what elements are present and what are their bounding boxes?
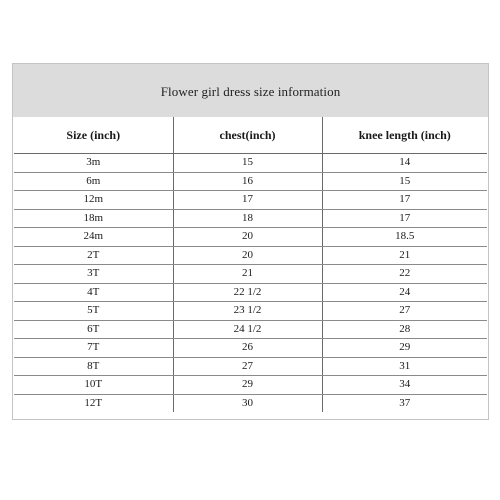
size-cell: 2T <box>14 246 173 265</box>
table-row <box>14 302 487 321</box>
chest-cell: 29 <box>173 376 322 395</box>
size-cell: 6T <box>14 320 173 339</box>
knee-length-cell: 17 <box>322 191 487 210</box>
knee-length-cell: 14 <box>322 154 487 173</box>
header-knee-length: knee length (inch) <box>322 117 487 154</box>
table-row <box>14 154 487 173</box>
table-row <box>14 283 487 302</box>
table-row <box>14 376 487 395</box>
chest-cell: 23 1/2 <box>173 302 322 321</box>
header-chest: chest(inch) <box>173 117 322 154</box>
size-cell: 3T <box>14 265 173 284</box>
chest-cell: 22 1/2 <box>173 283 322 302</box>
size-cell: 8T <box>14 357 173 376</box>
chest-cell: 18 <box>173 209 322 228</box>
table-row <box>14 320 487 339</box>
size-cell: 24m <box>14 228 173 247</box>
size-cell: 12m <box>14 191 173 210</box>
knee-length-cell: 18.5 <box>322 228 487 247</box>
size-cell: 6m <box>14 172 173 191</box>
knee-length-cell: 17 <box>322 209 487 228</box>
table-row <box>14 246 487 265</box>
chest-cell: 17 <box>173 191 322 210</box>
table-row <box>14 339 487 358</box>
knee-length-cell: 15 <box>322 172 487 191</box>
chest-cell: 26 <box>173 339 322 358</box>
table-body <box>14 154 487 413</box>
table-row <box>14 357 487 376</box>
table-row <box>14 265 487 284</box>
knee-length-cell: 27 <box>322 302 487 321</box>
chart-title: Flower girl dress size information <box>160 83 341 99</box>
knee-length-cell: 29 <box>322 339 487 358</box>
header-size: Size (inch) <box>14 117 173 154</box>
chest-cell: 27 <box>173 357 322 376</box>
size-table <box>14 117 487 412</box>
size-cell: 5T <box>14 302 173 321</box>
table-row <box>14 191 487 210</box>
chest-cell: 30 <box>173 394 322 412</box>
size-cell: 10T <box>14 376 173 395</box>
knee-length-cell: 28 <box>322 320 487 339</box>
table-row <box>14 209 487 228</box>
chest-cell: 24 1/2 <box>173 320 322 339</box>
size-cell: 18m <box>14 209 173 228</box>
chest-cell: 21 <box>173 265 322 284</box>
knee-length-cell: 24 <box>322 283 487 302</box>
chest-cell: 15 <box>173 154 322 173</box>
knee-length-cell: 22 <box>322 265 487 284</box>
title-band <box>13 64 488 117</box>
table-row <box>14 172 487 191</box>
chest-cell: 20 <box>173 246 322 265</box>
size-cell: 7T <box>14 339 173 358</box>
size-cell: 3m <box>14 154 173 173</box>
chest-cell: 16 <box>173 172 322 191</box>
knee-length-cell: 37 <box>322 394 487 412</box>
size-cell: 4T <box>14 283 173 302</box>
size-chart-card <box>12 63 489 420</box>
chest-cell: 20 <box>173 228 322 247</box>
table-row <box>14 394 487 412</box>
table-row <box>14 228 487 247</box>
knee-length-cell: 31 <box>322 357 487 376</box>
knee-length-cell: 21 <box>322 246 487 265</box>
knee-length-cell: 34 <box>322 376 487 395</box>
header-row <box>14 117 487 154</box>
size-cell: 12T <box>84 396 103 409</box>
